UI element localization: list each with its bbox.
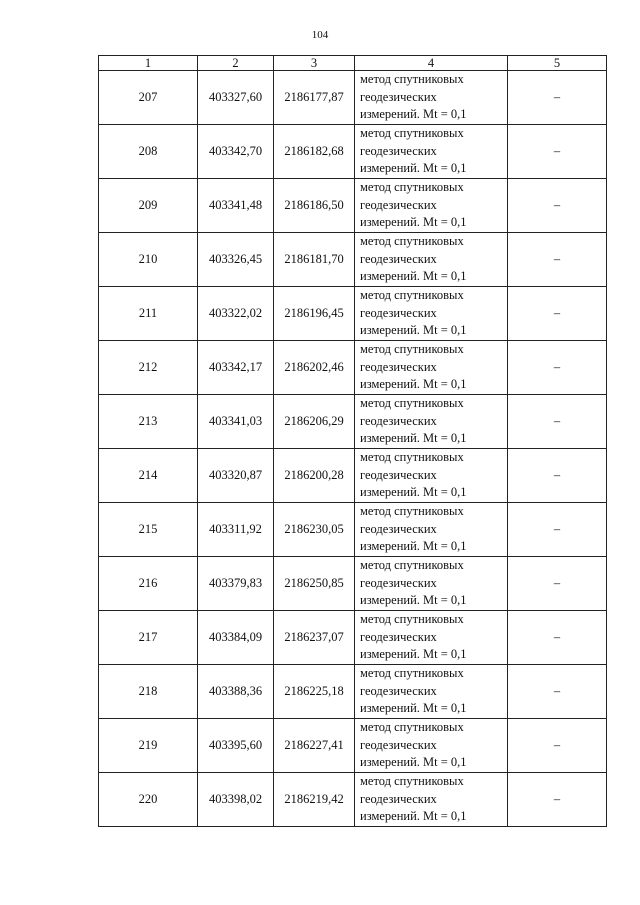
method-line: измерений. Mt = 0,1 bbox=[360, 323, 467, 338]
note-cell: – bbox=[508, 233, 607, 287]
method-cell bbox=[355, 449, 508, 503]
y-coordinate-cell: 2186202,46 bbox=[274, 341, 355, 395]
method-cell bbox=[355, 665, 508, 719]
method-line: метод спутниковых bbox=[360, 720, 464, 735]
y-coordinate-cell: 2186225,18 bbox=[274, 665, 355, 719]
note-cell: – bbox=[508, 611, 607, 665]
method-line: геодезических bbox=[360, 305, 437, 320]
method-line: измерений. Mt = 0,1 bbox=[360, 809, 467, 824]
point-number-cell: 207 bbox=[99, 71, 198, 125]
method-line: геодезических bbox=[360, 197, 437, 212]
table-row bbox=[99, 395, 607, 449]
method-cell bbox=[355, 611, 508, 665]
x-coordinate-cell: 403395,60 bbox=[198, 719, 274, 773]
method-line: геодезических bbox=[360, 683, 437, 698]
x-coordinate-cell: 403341,03 bbox=[198, 395, 274, 449]
point-number-cell: 211 bbox=[99, 287, 198, 341]
y-coordinate-cell: 2186227,41 bbox=[274, 719, 355, 773]
note-cell: – bbox=[508, 125, 607, 179]
method-cell bbox=[355, 395, 508, 449]
y-coordinate-cell: 2186200,28 bbox=[274, 449, 355, 503]
method-line: геодезических bbox=[360, 467, 437, 482]
table-row bbox=[99, 71, 607, 125]
header-cell-3: 3 bbox=[274, 56, 355, 71]
method-line: измерений. Mt = 0,1 bbox=[360, 215, 467, 230]
method-line: измерений. Mt = 0,1 bbox=[360, 539, 467, 554]
method-line: измерений. Mt = 0,1 bbox=[360, 485, 467, 500]
x-coordinate-cell: 403398,02 bbox=[198, 773, 274, 827]
x-coordinate-cell: 403342,17 bbox=[198, 341, 274, 395]
method-cell bbox=[355, 233, 508, 287]
x-coordinate-cell: 403379,83 bbox=[198, 557, 274, 611]
method-line: метод спутниковых bbox=[360, 396, 464, 411]
x-coordinate-cell: 403322,02 bbox=[198, 287, 274, 341]
method-line: метод спутниковых bbox=[360, 612, 464, 627]
method-cell bbox=[355, 503, 508, 557]
table-row bbox=[99, 179, 607, 233]
y-coordinate-cell: 2186250,85 bbox=[274, 557, 355, 611]
method-line: метод спутниковых bbox=[360, 126, 464, 141]
method-cell bbox=[355, 719, 508, 773]
table-row bbox=[99, 611, 607, 665]
method-cell bbox=[355, 773, 508, 827]
y-coordinate-cell: 2186206,29 bbox=[274, 395, 355, 449]
note-cell: – bbox=[508, 395, 607, 449]
method-line: геодезических bbox=[360, 251, 437, 266]
method-line: измерений. Mt = 0,1 bbox=[360, 593, 467, 608]
x-coordinate-cell: 403320,87 bbox=[198, 449, 274, 503]
method-cell bbox=[355, 125, 508, 179]
table-header-row bbox=[99, 56, 607, 71]
note-cell: – bbox=[508, 287, 607, 341]
table-row bbox=[99, 125, 607, 179]
page-number: 104 bbox=[311, 29, 329, 41]
table-row bbox=[99, 449, 607, 503]
y-coordinate-cell: 2186196,45 bbox=[274, 287, 355, 341]
y-coordinate-cell: 2186177,87 bbox=[274, 71, 355, 125]
header-cell-5: 5 bbox=[508, 56, 607, 71]
table-row bbox=[99, 287, 607, 341]
method-line: геодезических bbox=[360, 143, 437, 158]
method-line: геодезических bbox=[360, 89, 437, 104]
x-coordinate-cell: 403388,36 bbox=[198, 665, 274, 719]
method-line: геодезических bbox=[360, 359, 437, 374]
coordinates-table bbox=[98, 55, 607, 827]
point-number-cell: 216 bbox=[99, 557, 198, 611]
method-line: метод спутниковых bbox=[360, 558, 464, 573]
point-number-cell: 217 bbox=[99, 611, 198, 665]
point-number-cell: 208 bbox=[99, 125, 198, 179]
method-line: метод спутниковых bbox=[360, 450, 464, 465]
method-line: метод спутниковых bbox=[360, 234, 464, 249]
x-coordinate-cell: 403384,09 bbox=[198, 611, 274, 665]
note-cell: – bbox=[508, 773, 607, 827]
y-coordinate-cell: 2186237,07 bbox=[274, 611, 355, 665]
y-coordinate-cell: 2186219,42 bbox=[274, 773, 355, 827]
x-coordinate-cell: 403327,60 bbox=[198, 71, 274, 125]
point-number-cell: 220 bbox=[99, 773, 198, 827]
point-number-cell: 209 bbox=[99, 179, 198, 233]
method-cell bbox=[355, 341, 508, 395]
method-line: метод спутниковых bbox=[360, 774, 464, 789]
note-cell: – bbox=[508, 665, 607, 719]
method-line: геодезических bbox=[360, 737, 437, 752]
table-row bbox=[99, 503, 607, 557]
y-coordinate-cell: 2186186,50 bbox=[274, 179, 355, 233]
note-cell: – bbox=[508, 719, 607, 773]
method-line: метод спутниковых bbox=[360, 288, 464, 303]
note-cell: – bbox=[508, 557, 607, 611]
method-line: геодезических bbox=[360, 413, 437, 428]
x-coordinate-cell: 403311,92 bbox=[198, 503, 274, 557]
method-line: геодезических bbox=[360, 629, 437, 644]
x-coordinate-cell: 403326,45 bbox=[198, 233, 274, 287]
header-cell-4: 4 bbox=[355, 56, 508, 71]
x-coordinate-cell: 403342,70 bbox=[198, 125, 274, 179]
table-row bbox=[99, 773, 607, 827]
header-cell-2: 2 bbox=[198, 56, 274, 71]
table-row bbox=[99, 719, 607, 773]
method-cell bbox=[355, 287, 508, 341]
table-row bbox=[99, 341, 607, 395]
method-line: измерений. Mt = 0,1 bbox=[360, 377, 467, 392]
method-cell bbox=[355, 71, 508, 125]
method-line: измерений. Mt = 0,1 bbox=[360, 269, 467, 284]
note-cell: – bbox=[508, 341, 607, 395]
header-cell-1: 1 bbox=[99, 56, 198, 71]
x-coordinate-cell: 403341,48 bbox=[198, 179, 274, 233]
table-row bbox=[99, 665, 607, 719]
note-cell: – bbox=[508, 503, 607, 557]
method-line: геодезических bbox=[360, 575, 437, 590]
method-line: метод спутниковых bbox=[360, 342, 464, 357]
method-line: геодезических bbox=[360, 791, 437, 806]
method-cell bbox=[355, 557, 508, 611]
method-line: метод спутниковых bbox=[360, 180, 464, 195]
table-row bbox=[99, 233, 607, 287]
point-number-cell: 218 bbox=[99, 665, 198, 719]
y-coordinate-cell: 2186181,70 bbox=[274, 233, 355, 287]
point-number-cell: 212 bbox=[99, 341, 198, 395]
method-line: метод спутниковых bbox=[360, 504, 464, 519]
method-line: метод спутниковых bbox=[360, 666, 464, 681]
method-line: метод спутниковых bbox=[360, 72, 464, 87]
method-line: измерений. Mt = 0,1 bbox=[360, 755, 467, 770]
method-line: измерений. Mt = 0,1 bbox=[360, 431, 467, 446]
method-line: геодезических bbox=[360, 521, 437, 536]
method-cell bbox=[355, 179, 508, 233]
method-line: измерений. Mt = 0,1 bbox=[360, 701, 467, 716]
method-line: измерений. Mt = 0,1 bbox=[360, 647, 467, 662]
note-cell: – bbox=[508, 71, 607, 125]
point-number-cell: 219 bbox=[99, 719, 198, 773]
note-cell: – bbox=[508, 179, 607, 233]
table-row bbox=[99, 557, 607, 611]
y-coordinate-cell: 2186230,05 bbox=[274, 503, 355, 557]
note-cell: – bbox=[508, 449, 607, 503]
point-number-cell: 214 bbox=[99, 449, 198, 503]
point-number-cell: 215 bbox=[99, 503, 198, 557]
method-line: измерений. Mt = 0,1 bbox=[360, 161, 467, 176]
point-number-cell: 210 bbox=[99, 233, 198, 287]
point-number-cell: 213 bbox=[99, 395, 198, 449]
method-line: измерений. Mt = 0,1 bbox=[360, 107, 467, 122]
y-coordinate-cell: 2186182,68 bbox=[274, 125, 355, 179]
